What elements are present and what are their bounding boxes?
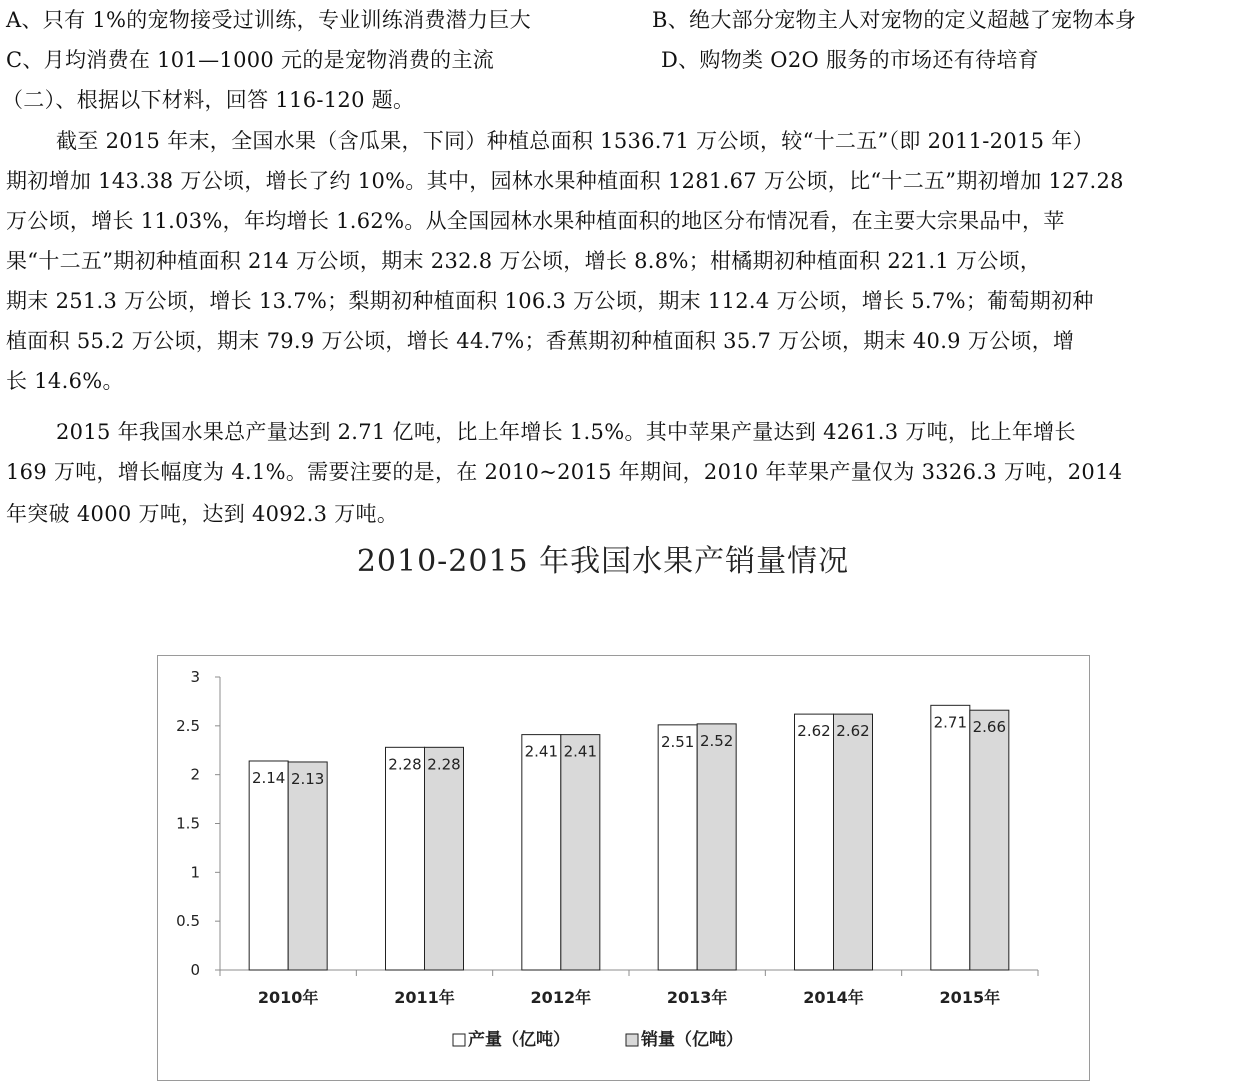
chart-title: 2010-2015 年我国水果产销量情况 — [356, 544, 850, 579]
data-label: 2.41 — [563, 742, 598, 761]
bar-sales — [288, 762, 327, 970]
data-label: 2.14 — [251, 768, 286, 787]
bar-sales — [425, 747, 464, 970]
x-tick-label: 2011年 — [394, 988, 455, 1007]
legend-label: 销量（亿吨） — [641, 1030, 743, 1050]
paragraph-2-line: 年突破 4000 万吨，达到 4092.3 万吨。 — [6, 502, 399, 526]
option-b: B、绝大部分宠物主人对宠物的定义超越了宠物本身 — [652, 8, 1137, 32]
y-tick-label: 1 — [190, 863, 200, 882]
bar-production — [658, 725, 697, 970]
x-tick-label: 2012年 — [530, 988, 592, 1007]
paragraph-1-line: 万公顷，增长 11.03%，年均增长 1.62%。从全国园林水果种植面积的地区分布情况看，在主要大宗果品中，苹 — [6, 209, 1065, 233]
bar-production — [386, 747, 425, 970]
option-d: D、购物类 O2O 服务的市场还有待培育 — [661, 48, 1039, 72]
data-label: 2.71 — [933, 713, 968, 732]
data-label: 2.13 — [290, 769, 325, 788]
y-tick-label: 0 — [190, 961, 200, 979]
x-tick-label: 2010年 — [257, 988, 319, 1007]
bar-sales — [561, 735, 600, 970]
y-tick-label: 2 — [190, 765, 200, 784]
chart-frame — [157, 655, 1090, 1081]
paragraph-1-line: 植面积 55.2 万公顷，期末 79.9 万公顷，增长 44.7%；香蕉期初种植面积 35.7 万公顷，期末 40.9 万公顷，增 — [6, 329, 1075, 353]
x-tick-label: 2013年 — [666, 988, 728, 1007]
legend-swatch — [453, 1034, 465, 1046]
legend-label: 产量（亿吨） — [468, 1030, 570, 1050]
paragraph-1-line: 果“十二五”期初种植面积 214 万公顷，期末 232.8 万公顷，增长 8.8%；柑橘期初种植面积 221.1 万公顷， — [6, 249, 1042, 273]
data-label: 2.28 — [427, 755, 461, 774]
data-label: 2.62 — [797, 722, 831, 741]
paragraph-2-line: 169 万吨，增长幅度为 4.1%。需要注要的是，在 2010~2015 年期间，2010 年苹果产量仅为 3326.3 万吨，2014 — [6, 460, 1123, 484]
data-label: 2.62 — [836, 722, 870, 741]
data-label: 2.66 — [972, 718, 1007, 737]
y-tick-label: 1.5 — [176, 814, 200, 833]
bar-sales — [834, 714, 873, 970]
option-c: C、月均消费在 101—1000 元的是宠物消费的主流 — [6, 48, 495, 72]
bar-production — [522, 735, 561, 970]
bar-chart — [158, 656, 1088, 1079]
paragraph-2-line: 2015 年我国水果总产量达到 2.71 亿吨，比上年增长 1.5%。其中苹果产量达到 4261.3 万吨，比上年增长 — [56, 420, 1076, 444]
paragraph-1-line: 长 14.6%。 — [6, 369, 124, 393]
x-tick-label: 2014年 — [803, 988, 864, 1007]
paragraph-1-line: 期末 251.3 万公顷，增长 13.7%；梨期初种植面积 106.3 万公顷，期末 112.4 万公顷，增长 5.7%；葡萄期初种 — [6, 289, 1094, 313]
data-label: 2.52 — [699, 731, 734, 750]
data-label: 2.28 — [388, 755, 422, 774]
legend-swatch — [626, 1034, 638, 1046]
bar-production — [931, 705, 970, 970]
option-a: A、只有 1%的宠物接受过训练，专业训练消费潜力巨大 — [6, 8, 531, 32]
bar-production — [795, 714, 834, 970]
data-label: 2.41 — [524, 742, 559, 761]
bar-sales — [697, 724, 736, 970]
bar-sales — [970, 710, 1009, 970]
y-tick-label: 3 — [190, 668, 200, 686]
y-tick-label: 0.5 — [176, 912, 200, 931]
data-label: 2.51 — [660, 732, 695, 751]
x-tick-label: 2015年 — [939, 988, 1001, 1007]
y-tick-label: 2.5 — [176, 716, 200, 735]
bar-production — [249, 761, 288, 970]
paragraph-1-line: 截至 2015 年末，全国水果（含瓜果，下同）种植总面积 1536.71 万公顷，较“十二五”（即 2011-2015 年） — [56, 129, 1094, 153]
paragraph-1-line: 期初增加 143.38 万公顷，增长了约 10%。其中，园林水果种植面积 1281.67 万公顷，比“十二五”期初增加 127.28 — [6, 169, 1124, 193]
section-heading: （二）、根据以下材料，回答 116-120 题。 — [2, 88, 415, 112]
